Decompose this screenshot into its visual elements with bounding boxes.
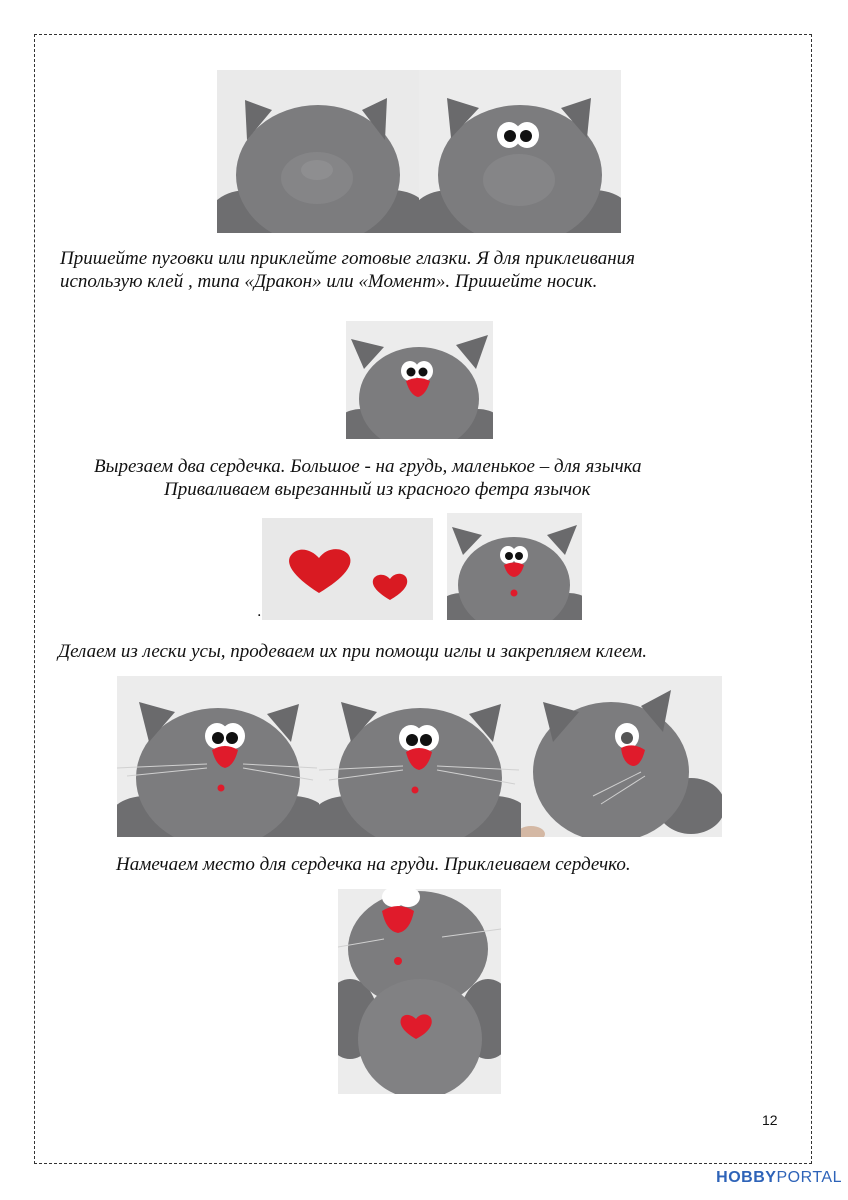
photo-cat-no-eyes bbox=[217, 70, 419, 233]
logo-hobby: HOBBY bbox=[716, 1169, 777, 1186]
caption-heart-chest: Намечаем место для сердечка на груди. Приклеиваем сердечко. bbox=[116, 854, 631, 875]
photo-cat-tongue bbox=[447, 513, 582, 620]
logo-portal: PORTAL bbox=[776, 1169, 842, 1186]
page-number: 12 bbox=[762, 1112, 778, 1128]
photo-cat-whiskers-2 bbox=[319, 676, 521, 837]
caption-hearts-line1: Вырезаем два сердечка. Большое - на грудь, маленькое – для язычка bbox=[94, 456, 642, 477]
photo-cat-whiskers-3 bbox=[521, 676, 722, 837]
photo-cat-chest-heart bbox=[338, 889, 501, 1094]
caption-hearts-line2: Приваливаем вырезанный из красного фетра язычок bbox=[164, 479, 591, 500]
caption-eyes-line1: Пришейте пуговки или приклейте готовые глазки. Я для приклеивания bbox=[60, 248, 635, 269]
stray-dot: . bbox=[257, 604, 262, 620]
caption-whiskers: Делаем из лески усы, продеваем их при помощи иглы и закрепляем клеем. bbox=[58, 641, 648, 662]
photo-cat-with-eyes bbox=[419, 70, 621, 233]
hobbyportal-logo bbox=[716, 1169, 842, 1187]
photo-cat-red-nose bbox=[346, 321, 493, 439]
photo-felt-hearts bbox=[262, 518, 433, 620]
photo-cat-whiskers-1 bbox=[117, 676, 319, 837]
caption-eyes-line2: использую клей , типа «Дракон» или «Момент». Пришейте носик. bbox=[60, 271, 598, 292]
